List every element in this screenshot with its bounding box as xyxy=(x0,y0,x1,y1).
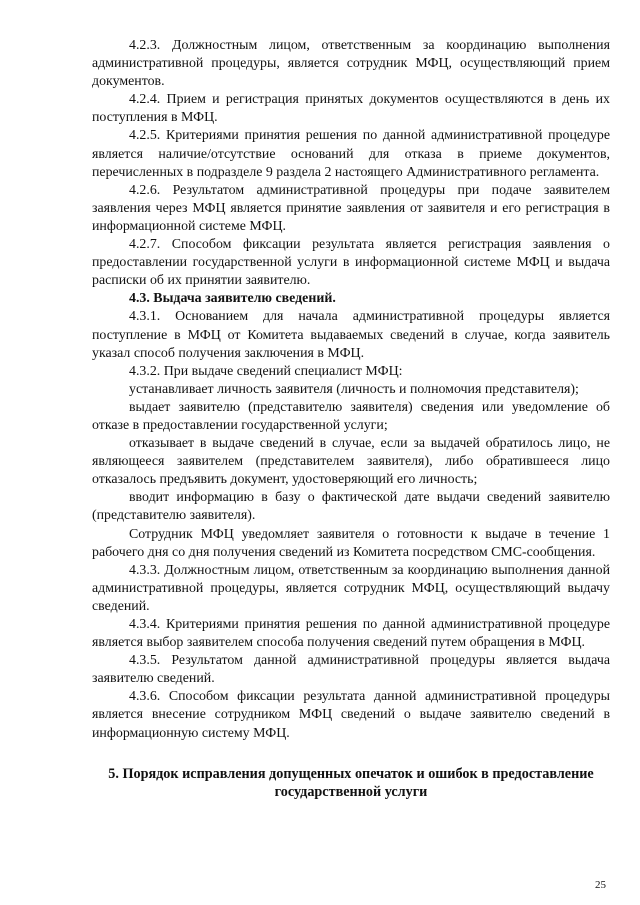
paragraph: 4.2.5. Критериями принятия решения по данной административной процедуре является наличие/отсутствие оснований для отказа в приеме документов, перечисленных в подразделе 9 раздела 2 настоящего Административного регламента. xyxy=(92,128,610,180)
paragraph: 4.3.5. Результатом данной административной процедуры является выдача заявителю сведений. xyxy=(92,653,610,687)
paragraph: устанавливает личность заявителя (личность и полномочия представителя); xyxy=(129,381,579,397)
paragraph: 4.3.1. Основанием для начала административной процедуры является поступление в МФЦ от Комитета выдаваемых сведений в случае, когда заявитель указал способ получения заключения в МФЦ. xyxy=(92,309,610,361)
section-heading: 5. Порядок исправления допущенных опечаток и ошибок в предоставление государственной услуги xyxy=(108,765,594,800)
paragraph: 4.3.2. При выдаче сведений специалист МФЦ: xyxy=(129,363,403,379)
paragraph: вводит информацию в базу о фактической дате выдачи сведений заявителю (представителю заявителя). xyxy=(92,490,610,524)
paragraph: 4.2.4. Прием и регистрация принятых документов осуществляются в день их поступления в МФЦ. xyxy=(92,92,610,126)
paragraph-list xyxy=(92,37,610,743)
paragraph: 4.3.6. Способом фиксации результата данной административной процедуры является внесение сотрудником МФЦ сведений о выдаче заявителю сведений в информационную систему МФЦ. xyxy=(92,689,610,741)
paragraph: отказывает в выдаче сведений в случае, если за выдачей обратилось лицо, не являющееся заявителем (представителем заявителя), либо обратившееся лицо отказалось предъявить документ, удостоверяющий его личность; xyxy=(92,436,610,488)
paragraph: 4.2.7. Способом фиксации результата является регистрация заявления о предоставлении государственной услуги в информационной системе МФЦ и выдача расписки об их принятии заявителю. xyxy=(92,237,610,289)
paragraph: 4.2.3. Должностным лицом, ответственным за координацию выполнения административной процедуры, является сотрудник МФЦ, осуществляющий прием документов. xyxy=(92,38,610,90)
paragraph: выдает заявителю (представителю заявителя) сведения или уведомление об отказе в предоставлении государственной услуги; xyxy=(92,399,610,433)
paragraph: Сотрудник МФЦ уведомляет заявителя о готовности к выдаче в течение 1 рабочего дня со дня получения сведений из Комитета посредством СМС-сообщения. xyxy=(92,526,610,560)
paragraph: 4.2.6. Результатом административной процедуры при подаче заявителем заявления через МФЦ является принятие заявления от заявителя и его регистрация в информационной системе МФЦ. xyxy=(92,182,610,234)
page-number: 25 xyxy=(595,879,606,891)
subsection-heading: 4.3. Выдача заявителю сведений. xyxy=(129,291,336,307)
document-body xyxy=(92,37,610,801)
paragraph: 4.3.3. Должностным лицом, ответственным за координацию выполнения данной административной процедуры, является сотрудник МФЦ, осуществляющий выдачу сведений. xyxy=(92,562,610,614)
paragraph: 4.3.4. Критериями принятия решения по данной административной процедуре является выбор заявителем способа получения сведений путем обращения в МФЦ. xyxy=(92,617,610,651)
